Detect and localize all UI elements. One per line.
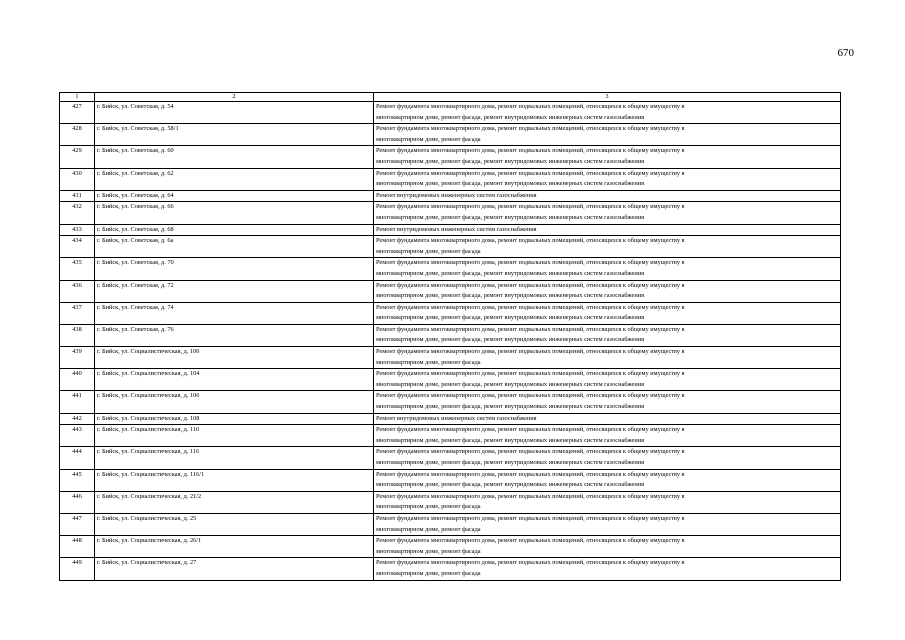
works-cell: Ремонт фундамента многоквартирного дома, ремонт подвальных помещений, относящихся к общему имуществу в многоквартирном доме, ремонт фасада, ремонт внутридомовых инженерных систем газоснабжения <box>374 469 841 491</box>
address-cell: г. Бийск, ул. Советская, д. 58/1 <box>95 124 374 146</box>
table-row <box>60 558 841 580</box>
works-cell: Ремонт фундамента многоквартирного дома, ремонт подвальных помещений, относящихся к общему имуществу в многоквартирном доме, ремонт фасада, ремонт внутридомовых инженерных систем газоснабжения <box>374 324 841 346</box>
works-cell: Ремонт фундамента многоквартирного дома, ремонт подвальных помещений, относящихся к общему имуществу в многоквартирном доме, ремонт фасада <box>374 491 841 513</box>
column-header-address: 2 <box>95 93 374 102</box>
address-cell: г. Бийск, ул. Советская, д. 62 <box>95 168 374 190</box>
table-row <box>60 513 841 535</box>
address-cell: г. Бийск, ул. Социалистическая, д. 27 <box>95 558 374 580</box>
table-row <box>60 124 841 146</box>
table-row <box>60 469 841 491</box>
row-number-cell: 437 <box>60 302 95 324</box>
works-cell: Ремонт фундамента многоквартирного дома, ремонт подвальных помещений, относящихся к общему имуществу в многоквартирном доме, ремонт фасада, ремонт внутридомовых инженерных систем газоснабжения <box>374 391 841 413</box>
table-row <box>60 369 841 391</box>
address-cell: г. Бийск, ул. Советская, д. 72 <box>95 280 374 302</box>
table-row <box>60 236 841 258</box>
works-cell: Ремонт фундамента многоквартирного дома, ремонт подвальных помещений, относящихся к общему имуществу в многоквартирном доме, ремонт фасада, ремонт внутридомовых инженерных систем газоснабжения <box>374 168 841 190</box>
address-cell: г. Бийск, ул. Социалистическая, д. 104 <box>95 369 374 391</box>
table-row <box>60 168 841 190</box>
row-number-cell: 443 <box>60 425 95 447</box>
row-number-cell: 434 <box>60 236 95 258</box>
address-cell: г. Бийск, ул. Советская, д. 64 <box>95 190 374 202</box>
row-number-cell: 439 <box>60 347 95 369</box>
table-row <box>60 391 841 413</box>
works-cell: Ремонт фундамента многоквартирного дома, ремонт подвальных помещений, относящихся к общему имуществу в многоквартирном доме, ремонт фасада, ремонт внутридомовых инженерных систем газоснабжения <box>374 425 841 447</box>
table-row <box>60 347 841 369</box>
table-row <box>60 102 841 124</box>
works-cell: Ремонт фундамента многоквартирного дома, ремонт подвальных помещений, относящихся к общему имуществу в многоквартирном доме, ремонт фасада, ремонт внутридомовых инженерных систем газоснабжения <box>374 202 841 224</box>
table-row <box>60 280 841 302</box>
table-row <box>60 146 841 168</box>
works-cell: Ремонт фундамента многоквартирного дома, ремонт подвальных помещений, относящихся к общему имуществу в многоквартирном доме, ремонт фасада, ремонт внутридомовых инженерных систем газоснабжения <box>374 102 841 124</box>
works-cell: Ремонт фундамента многоквартирного дома, ремонт подвальных помещений, относящихся к общему имуществу в многоквартирном доме, ремонт фасада, ремонт внутридомовых инженерных систем газоснабжения <box>374 280 841 302</box>
row-number-cell: 442 <box>60 413 95 425</box>
row-number-cell: 427 <box>60 102 95 124</box>
table-row <box>60 302 841 324</box>
works-cell: Ремонт внутридомовых инженерных систем газоснабжения <box>374 190 841 202</box>
address-cell: г. Бийск, ул. Социалистическая, д. 110 <box>95 425 374 447</box>
row-number-cell: 436 <box>60 280 95 302</box>
table-row <box>60 258 841 280</box>
table-row <box>60 190 841 202</box>
works-cell: Ремонт фундамента многоквартирного дома, ремонт подвальных помещений, относящихся к общему имуществу в многоквартирном доме, ремонт фасада <box>374 558 841 580</box>
works-cell: Ремонт фундамента многоквартирного дома, ремонт подвальных помещений, относящихся к общему имуществу в многоквартирном доме, ремонт фасада <box>374 513 841 535</box>
address-cell: г. Бийск, ул. Советская, д. 68 <box>95 224 374 236</box>
row-number-cell: 433 <box>60 224 95 236</box>
row-number-cell: 438 <box>60 324 95 346</box>
row-number-cell: 429 <box>60 146 95 168</box>
works-cell: Ремонт фундамента многоквартирного дома, ремонт подвальных помещений, относящихся к общему имуществу в многоквартирном доме, ремонт фасада, ремонт внутридомовых инженерных систем газоснабжения <box>374 302 841 324</box>
row-number-cell: 449 <box>60 558 95 580</box>
table-row <box>60 224 841 236</box>
column-header-works: 3 <box>374 93 841 102</box>
address-cell: г. Бийск, ул. Советская, д. 70 <box>95 258 374 280</box>
address-cell: г. Бийск, ул. Социалистическая, д. 116 <box>95 447 374 469</box>
row-number-cell: 445 <box>60 469 95 491</box>
works-cell: Ремонт внутридомовых инженерных систем газоснабжения <box>374 224 841 236</box>
works-cell: Ремонт фундамента многоквартирного дома, ремонт подвальных помещений, относящихся к общему имуществу в многоквартирном доме, ремонт фасада, ремонт внутридомовых инженерных систем газоснабжения <box>374 258 841 280</box>
address-cell: г. Бийск, ул. Социалистическая, д. 106 <box>95 391 374 413</box>
address-cell: г. Бийск, ул. Социалистическая, д. 100 <box>95 347 374 369</box>
address-cell: г. Бийск, ул. Социалистическая, д. 108 <box>95 413 374 425</box>
row-number-cell: 448 <box>60 536 95 558</box>
table-row <box>60 536 841 558</box>
table-row <box>60 491 841 513</box>
address-cell: г. Бийск, ул. Советская, д. 76 <box>95 324 374 346</box>
works-cell: Ремонт фундамента многоквартирного дома, ремонт подвальных помещений, относящихся к общему имуществу в многоквартирном доме, ремонт фасада, ремонт внутридомовых инженерных систем газоснабжения <box>374 447 841 469</box>
row-number-cell: 446 <box>60 491 95 513</box>
works-cell: Ремонт фундамента многоквартирного дома, ремонт подвальных помещений, относящихся к общему имуществу в многоквартирном доме, ремонт фасада <box>374 536 841 558</box>
table-row <box>60 324 841 346</box>
page-number: 670 <box>837 47 854 59</box>
address-cell: г. Бийск, ул. Советская, д. 66 <box>95 202 374 224</box>
address-cell: г. Бийск, ул. Социалистическая, д. 25 <box>95 513 374 535</box>
table-row <box>60 425 841 447</box>
row-number-cell: 431 <box>60 190 95 202</box>
address-cell: г. Бийск, ул. Советская, д. 54 <box>95 102 374 124</box>
column-header-number: 1 <box>60 93 95 102</box>
address-cell: г. Бийск, ул. Социалистическая, д. 21/2 <box>95 491 374 513</box>
row-number-cell: 435 <box>60 258 95 280</box>
row-number-cell: 444 <box>60 447 95 469</box>
row-number-cell: 430 <box>60 168 95 190</box>
works-cell: Ремонт фундамента многоквартирного дома, ремонт подвальных помещений, относящихся к общему имуществу в многоквартирном доме, ремонт фасада <box>374 347 841 369</box>
works-cell: Ремонт фундамента многоквартирного дома, ремонт подвальных помещений, относящихся к общему имуществу в многоквартирном доме, ремонт фасада, ремонт внутридомовых инженерных систем газоснабжения <box>374 146 841 168</box>
address-cell: г. Бийск, ул. Советская, д. 60 <box>95 146 374 168</box>
row-number-cell: 428 <box>60 124 95 146</box>
row-number-cell: 432 <box>60 202 95 224</box>
row-number-cell: 441 <box>60 391 95 413</box>
row-number-cell: 440 <box>60 369 95 391</box>
table-row <box>60 413 841 425</box>
repair-list-table <box>59 92 841 581</box>
address-cell: г. Бийск, ул. Социалистическая, д. 26/1 <box>95 536 374 558</box>
table-header-row <box>60 93 841 102</box>
works-cell: Ремонт фундамента многоквартирного дома, ремонт подвальных помещений, относящихся к общему имуществу в многоквартирном доме, ремонт фасада <box>374 124 841 146</box>
works-cell: Ремонт внутридомовых инженерных систем газоснабжения <box>374 413 841 425</box>
table-row <box>60 202 841 224</box>
works-cell: Ремонт фундамента многоквартирного дома, ремонт подвальных помещений, относящихся к общему имуществу в многоквартирном доме, ремонт фасада, ремонт внутридомовых инженерных систем газоснабжения <box>374 369 841 391</box>
address-cell: г. Бийск, ул. Социалистическая, д. 116/1 <box>95 469 374 491</box>
table-row <box>60 447 841 469</box>
works-cell: Ремонт фундамента многоквартирного дома, ремонт подвальных помещений, относящихся к общему имуществу в многоквартирном доме, ремонт фасада <box>374 236 841 258</box>
address-cell: г. Бийск, ул. Советская, д. 6а <box>95 236 374 258</box>
row-number-cell: 447 <box>60 513 95 535</box>
address-cell: г. Бийск, ул. Советская, д. 74 <box>95 302 374 324</box>
